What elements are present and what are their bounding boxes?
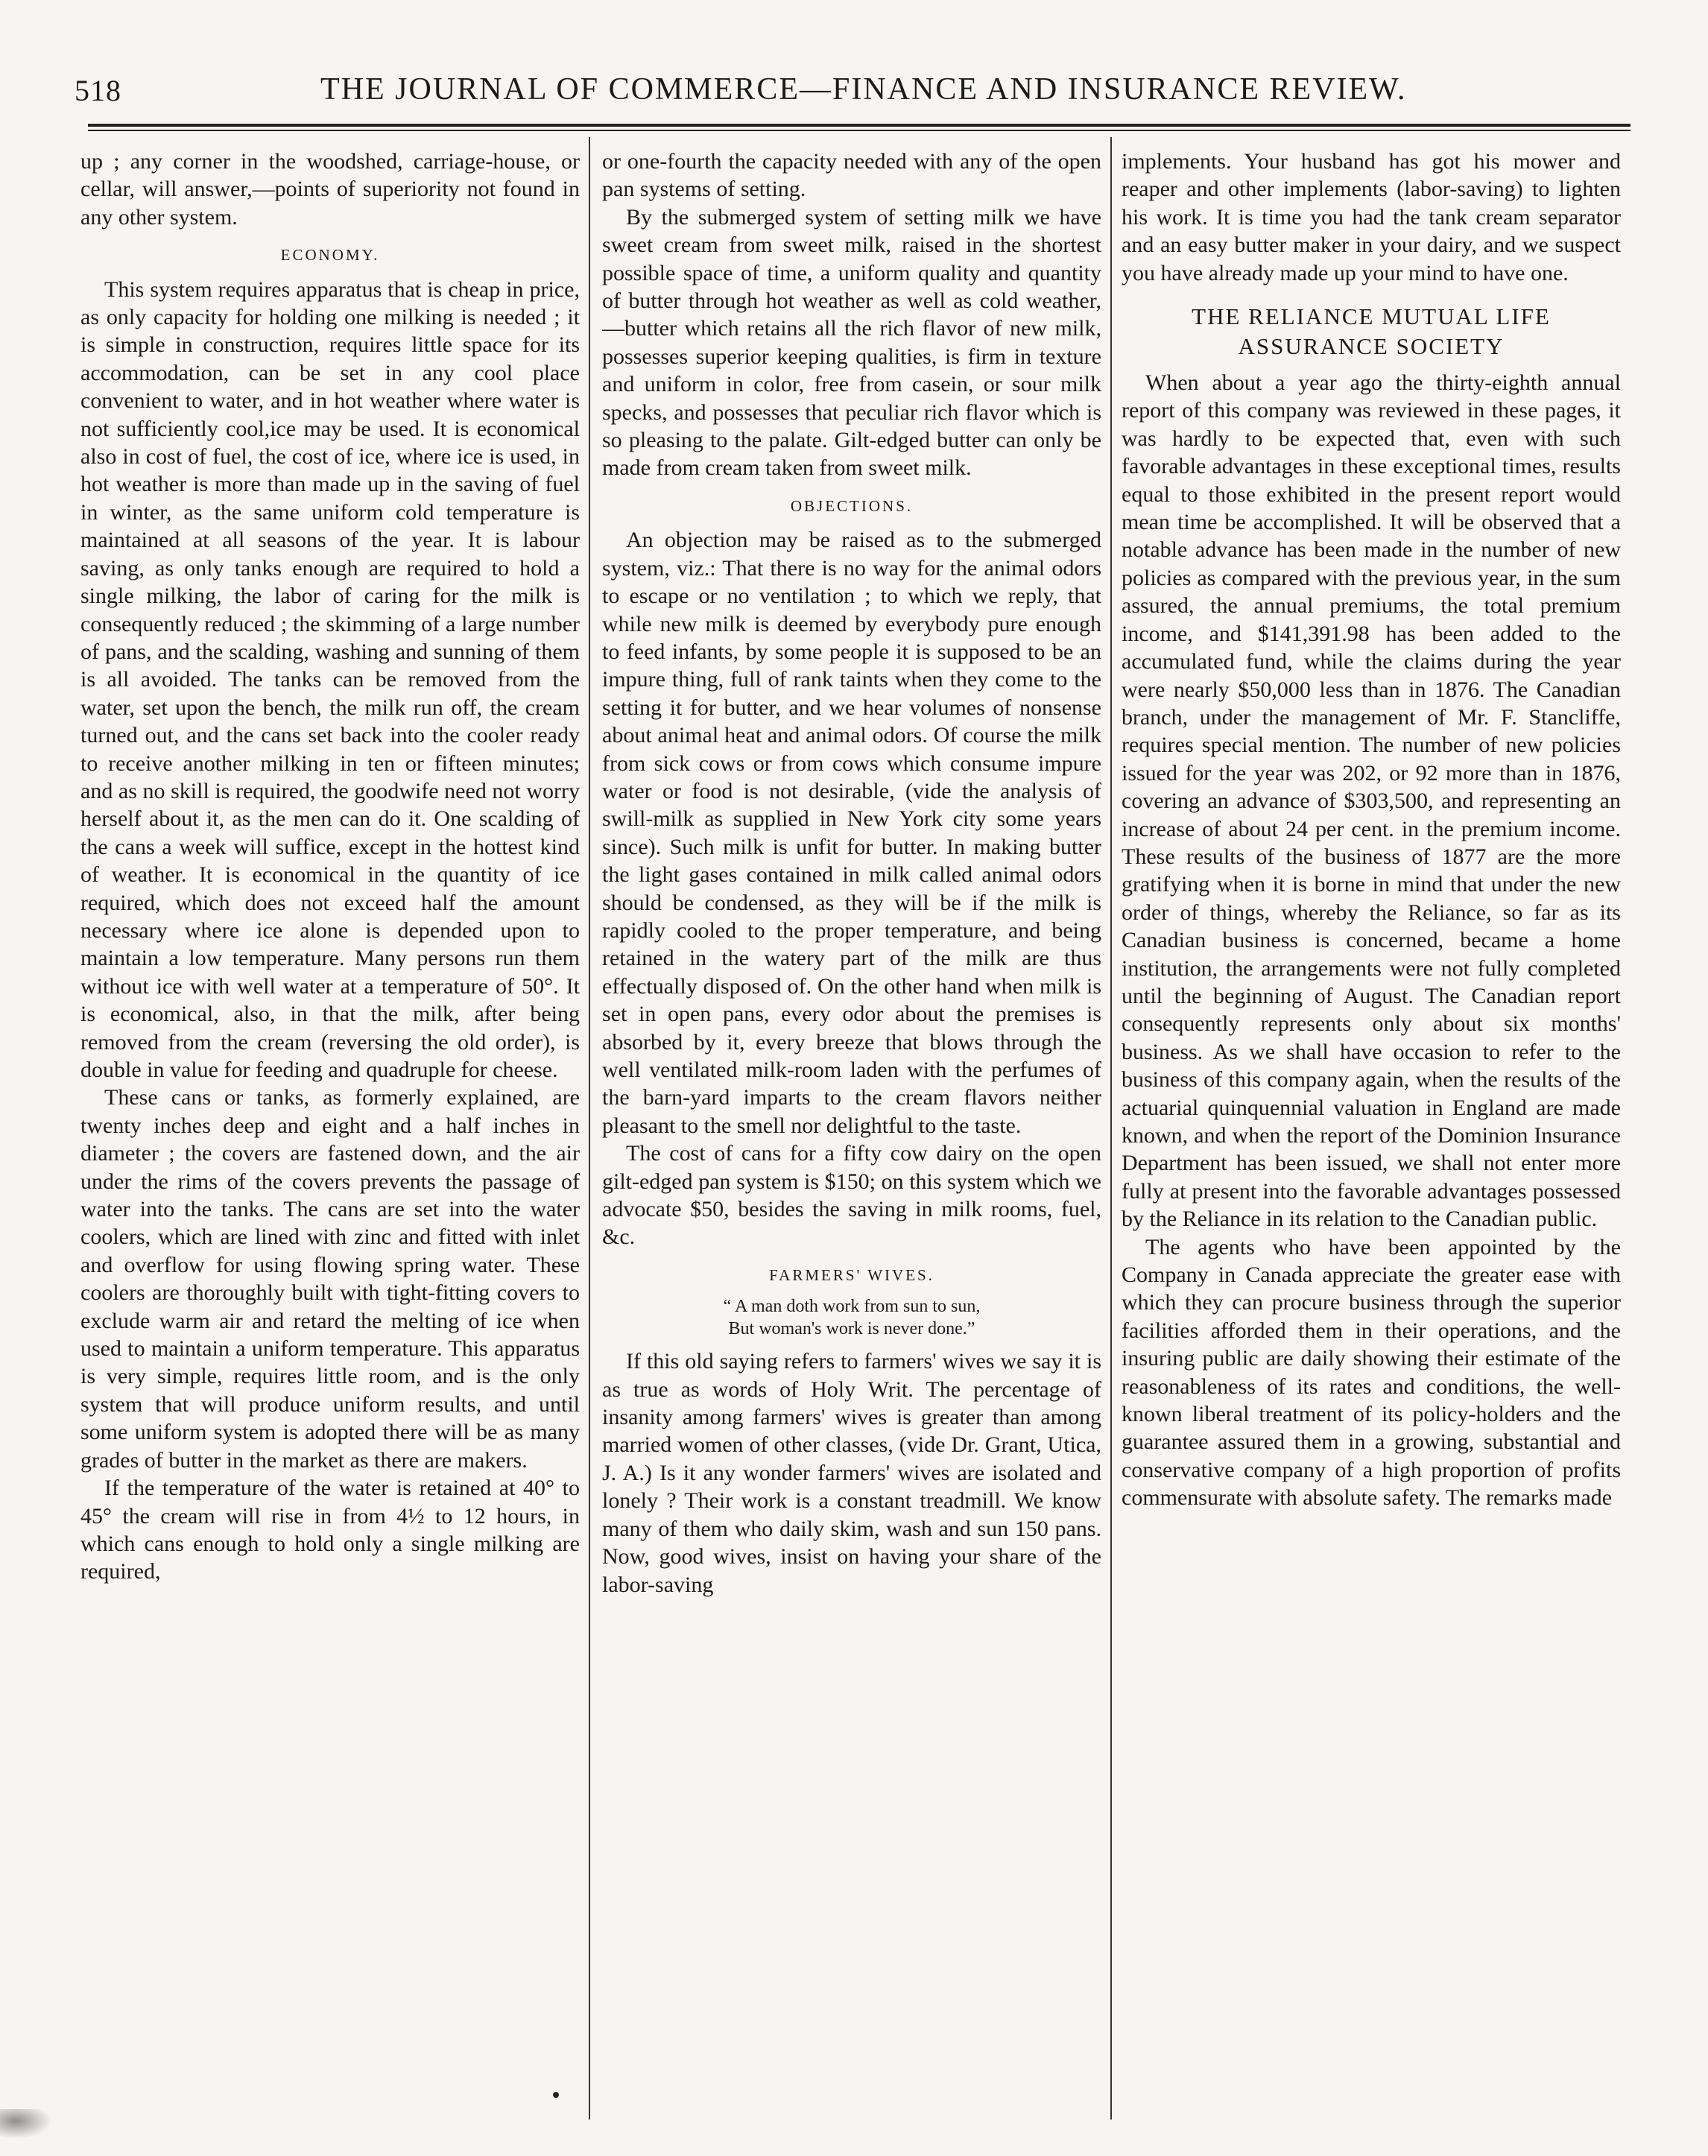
ink-dot — [553, 2092, 559, 2098]
paragraph: The cost of cans for a fifty cow dairy on the open gilt-edged pan system is $150; on this system which we advocate $50, besides the saving in milk rooms, fuel, &c. — [602, 1141, 1101, 1250]
column-divider-1 — [589, 137, 590, 2119]
page-number: 518 — [75, 74, 121, 107]
verse-quote — [602, 1295, 1101, 1340]
paragraph: By the submerged system of setting milk we have sweet cream from sweet milk, raised in the shortest possible space of time, a uniform quality and quantity of butter through hot weather as well as cold weather,—butter which retains all the rich flavor of new milk, possesses superior keeping qualities, is firm in texture and uniform in color, free from casein, or sour milk specks, and possesses that peculiar rich flavor which is so pleasing to the palate. Gilt-edged butter can only be made from cream taken from sweet milk. — [602, 204, 1101, 481]
header-rule-thin — [88, 130, 1630, 131]
column-1 — [80, 148, 580, 2130]
running-title: THE JOURNAL OF COMMERCE—FINANCE AND INSURANCE REVIEW. — [320, 72, 1407, 107]
section-heading-farmers-wives: FARMERS' WIVES. — [769, 1265, 934, 1284]
verse-line: “ A man doth work from sun to sun, — [723, 1297, 981, 1317]
header-rule-thick — [88, 124, 1630, 127]
section-heading-objections: OBJECTIONS. — [790, 496, 914, 515]
verse-line: But woman's work is never done.” — [728, 1319, 975, 1339]
paragraph: These cans or tanks, as formerly explained, are twenty inches deep and eight and a half inches in diameter ; the covers are fastened down, and the air under the rims of the covers prevents the passage of water into the tanks. The cans are set into the water coolers, which are lined with zinc and fitted with inlet and overflow for using flowing spring water. These coolers are thoroughly built with tight-fitting covers to exclude warm air and retard the melting of ice when used to maintain a uniform temperature. This apparatus is very simple, requires little room, and is the only system that will produce uniform results, and until some uniform system is adopted there will be as many grades of butter in the market as there are makers. — [80, 1085, 580, 1473]
paragraph: implements. Your husband has got his mower and reaper and other implements (labor-saving) to lighten his work. It is time you had the tank cream separator and an easy butter maker in your dairy, and we suspect you have already made up your mind to have one. — [1122, 149, 1621, 285]
paragraph: This system requires apparatus that is cheap in price, as only capacity for holding one milking is needed ; it is simple in construction, requires little space for its accommodation, can be set in any cool place convenient to water, and in hot weather where water is not sufficiently cool,ice may be used. It is economical also in cost of fuel, the cost of ice, where ice is used, in hot weather is more than made up in the saving of fuel in winter, as the same uniform cold temperature is maintained at all seasons of the year. It is labour saving, as only tanks enough are required to hold a single milking, the labor of caring for the milk is consequently reduced ; the skimming of a large number of pans, and the scalding, washing and sunning of them is all avoided. The tanks can be removed from the water, set upon the bench, the milk run off, the cream turned out, and the cans set back into the cooler ready to receive another milking in ten or fifteen minutes; and as no skill is required, the goodwife need not worry herself about it, as the men can do it. One scalding of the cans a week will suffice, except in the hottest kind of weather. It is economical in the quantity of ice required, which does not exceed half the amount necessary where ice alone is depended upon to maintain a low temperature. Many persons run them without ice with well water at a temperature of 50°. It is economical, also, in that the milk, after being removed from the cream (reversing the old order), is double in value for feeding and quadruple for cheese. — [80, 276, 580, 1082]
paragraph: If the temperature of the water is retained at 40° to 45° the cream will rise in from 4½ to 12 hours, in which cans enough to hold only a single milking are required, — [80, 1476, 580, 1584]
column-2 — [602, 148, 1101, 2130]
paragraph: When about a year ago the thirty-eighth annual report of this company was reviewed in these pages, it was hardly to be expected that, even with such favorable advantages in these exceptional times, results equal to those exhibited in the present report would mean time be accomplished. It will be observed that a notable advance has been made in the number of new policies as compared with the previous year, in the sum assured, the annual premiums, the total premium income, and $141,391.98 has been added to the accumulated fund, while the claims during the year were nearly $50,000 less than in 1876. The Canadian branch, under the management of Mr. F. Stancliffe, requires special mention. The number of new policies issued for the year was 202, or 92 more than in 1876, covering an advance of $303,500, and representing an increase of about 24 per cent. in the premium income. These results of the business of 1877 are the more gratifying when it is borne in mind that under the new order of things, whereby the Reliance, so far as its Canadian business is concerned, became a home institution, the arrangements were not fully completed until the beginning of August. The Canadian report consequently represents only about six months' business. As we shall have occasion to refer to the business of this company again, when the results of the actuarial quinquennial valuation in England are made known, and when the report of the Dominion Insurance Department has been issued, we shall not enter more fully at present into the favorable advantages possessed by the Reliance in its relation to the Canadian public. — [1122, 370, 1621, 1232]
column-3 — [1122, 148, 1621, 2130]
paragraph: An objection may be raised as to the submerged system, viz.: That there is no way for the animal odors to escape or no ventilation ; to which we reply, that while new milk is deemed by everybody pure enough to feed infants, by some people it is supposed to be an impure thing, full of rank taints when they come to the setting it for butter, and we hear volumes of nonsense about animal heat and animal odors. Of course the milk from sick cows or from cows which consume impure water or food is not desirable, (vide the analysis of swill-milk as supplied in New York city some years since). Such milk is unfit for butter. In making butter the light gases contained in milk called animal odors should be condensed, as they will be if the milk is rapidly cooled to the proper temperature, and being retained in the watery part of the milk are thus effectually disposed of. On the other hand when milk is set in open pans, every odor about the premises is absorbed by it, every breeze that blows through the well ventilated milk-room laden with the perfumes of the barn-yard imparts to the cream flavors neither pleasant to the smell nor delightful to the taste. — [602, 528, 1101, 1138]
paragraph: up ; any corner in the woodshed, carriage-house, or cellar, will answer,—points of superiority not found in any other system. — [80, 149, 580, 230]
paragraph: or one-fourth the capacity needed with any of the open pan systems of setting. — [602, 149, 1101, 202]
paragraph: The agents who have been appointed by the Company in Canada appreciate the greater ease with which they can procure business through the superior facilities afforded them in their operations, and the insuring public are daily showing their estimate of the reasonableness of its rates and conditions, the well-known liberal treatment of its policy-holders and the guarantee assured them in a growing, substantial and conservative company of a high proportion of profits commensurate with absolute safety. The remarks made — [1122, 1234, 1621, 1511]
section-heading-economy: ECONOMY. — [280, 246, 380, 265]
paragraph: If this old saying refers to farmers' wives we say it is as true as words of Holy Writ. The percentage of insanity among farmers' wives is greater than among married women of other classes, (vide Dr. Grant, Utica, J. A.) Is it any wonder farmers' wives are isolated and lonely ? Their work is a constant treadmill. We know many of them who daily skim, wash and sun 150 pans. Now, good wives, insist on having your share of the labor-saving — [602, 1349, 1101, 1597]
column-divider-2 — [1110, 137, 1112, 2119]
article-headline: THE RELIANCE MUTUAL LIFE ASSURANCE SOCIETY — [1192, 303, 1551, 360]
ink-smudge — [0, 2109, 52, 2139]
